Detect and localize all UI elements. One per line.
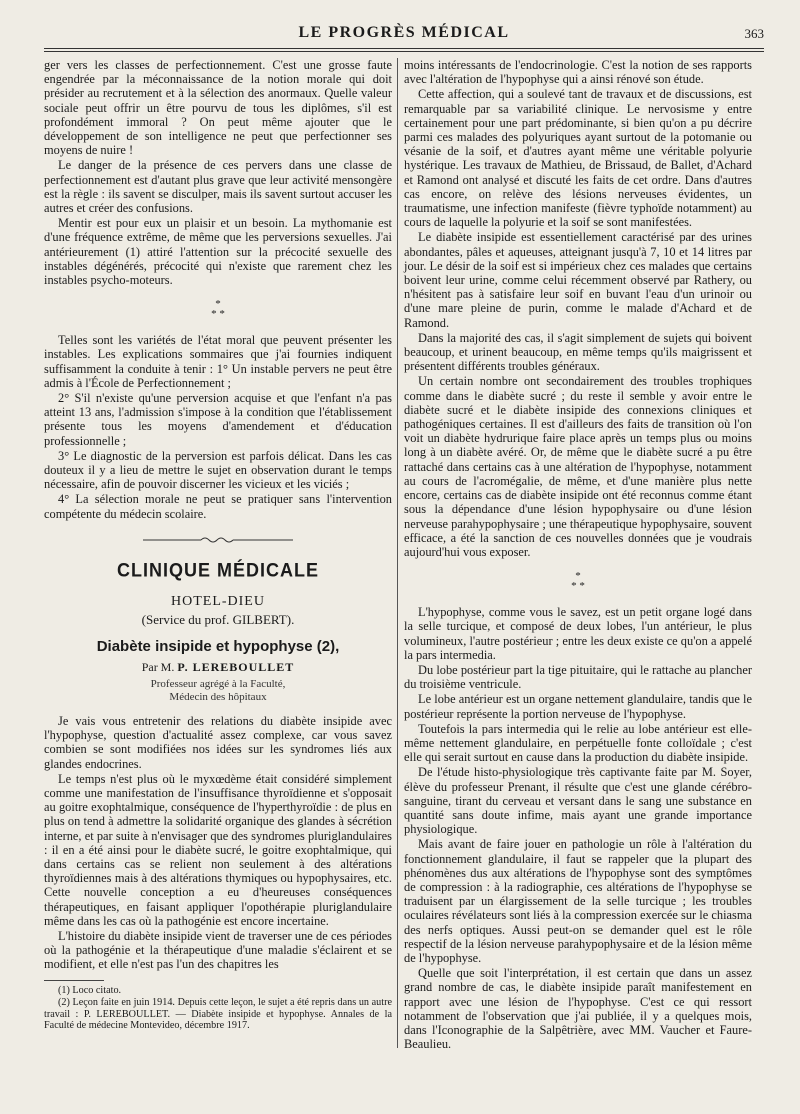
paragraph: Je vais vous entretenir des relations du diabète insipide avec l'hypophyse, question d'actualité assez complexe, car vous savez combien se sont modifiées nos idées sur les syndromes liés aux glandes endocrines. [44, 713, 392, 771]
header-rule [44, 48, 764, 49]
column-divider [397, 58, 398, 1048]
footnote: (2) Leçon faite en juin 1914. Depuis cette leçon, le sujet a été repris dans un autre travail : P. LEREBOULLET. — Diabète insipide et hypophyse. Annales de la Faculté de médecine Montevideo, décembre 1917. [44, 997, 392, 1032]
decorative-divider [143, 535, 293, 545]
paragraph: Un certain nombre ont secondairement des troubles trophiques comme dans le diabète sucré ; du reste il semble y avoir entre le diabète sucré et le diabète insipide des connexions cliniques et pathogéniques certaines. Il est d'ailleurs des faits de transition où l'on voit un diabète hydrurique faire place après un temps plus ou moins long à un diabète avéré. Or, de même que le diabète sucré a pu être rattaché dans certains cas à une altération de l'hypophyse, notamment au cours de l'acromégalie, de même, et d'une manière plus nette encore, certains cas de diabète insipide ont été reconnus comme étant sous la dépendance d'une lésion hypophysaire ou d'une lésion nerveuse parahypophysaire ; une thérapeutique hypophysaire, souvent efficace, a été la sanction de ces nouvelles données que je voudrais aujourd'hui vous exposer. [404, 374, 752, 559]
paragraph: Dans la majorité des cas, il s'agit simplement de sujets qui boivent beaucoup, et urinent beaucoup, en même temps qu'ils maigrissent et présentent différents troubles généraux. [404, 330, 752, 374]
paragraph: ger vers les classes de perfectionnement. C'est une grosse faute engendrée par la méconnaissance de la notion morale qui doit présider au recrutement et à la sélection des anormaux. Quelle valeur sociale peut offrir un être pourvu de tous les diplômes, s'il est profondément immoral ? On peut même ajouter que le développement de son intelligence ne peut que perfectionner ses moyens de nuire ! [44, 58, 392, 158]
paragraph: 3° Le diagnostic de la perversion est parfois délicat. Dans les cas douteux il y a lieu de mettre le sujet en observation durant le temps nécessaire, afin de pouvoir discerner les vicieux et les viciés ; [44, 448, 392, 492]
paragraph: L'histoire du diabète insipide vient de traverser une de ces périodes où la pathogénie et la thérapeutique d'une maladie s'éclairent et se modifient, et elle n'est pas l'un des chapitres les [44, 928, 392, 972]
paragraph: L'hypophyse, comme vous le savez, est un petit organe logé dans la selle turcique, et composé de deux lobes, l'un antérieur, le plus volumineux, l'autre postérieur ; entre les deux existe ce qu'on a appelé la pars intermedia. [404, 605, 752, 662]
header-rule-double [44, 51, 764, 52]
paragraph: 2° S'il n'existe qu'une perversion acquise et que l'enfant n'a pas atteint 13 ans, l'admission s'impose à la condition que l'établissement présente tous les moyens d'amendement et d'éducation professionnelle ; [44, 391, 392, 448]
section-title: CLINIQUE MÉDICALE [116, 558, 319, 581]
left-column [44, 58, 392, 1033]
footnote: (1) Loco citato. [58, 984, 122, 996]
hospital-name: HOTEL-DIEU [171, 594, 265, 610]
paragraph: Quelle que soit l'interprétation, il est certain que dans un assez grand nombre de cas, le diabète insipide paraît manifestement en rapport avec une lésion de l'hypophyse. C'est ce qui ressort notamment de l'observation que j'ai publiée, il y a quelques mois, dans l'Iconographie de la Salpêtrière, avec MM. Vaucher et Faure-Beaulieu. [404, 966, 752, 1052]
article-title: Diabète insipide et hypophyse (2), [96, 637, 340, 655]
byline [44, 660, 392, 674]
star-top: * [215, 298, 221, 311]
author-affiliation [44, 678, 392, 704]
byline-prefix: Par M. [141, 659, 175, 674]
paragraph: Mais avant de faire jouer en pathologie un rôle à l'altération du fonctionnement glandulaire, il faut se rappeler que la plupart des phénomènes dus aux altérations de l'hypophyse sont des symptômes de compression : à la radiographie, ces altérations de l'hypophyse se traduisent par un élargissement de la selle turcique ; les troubles oculaires révélateurs sont liés à la compression exercée sur le chiasma des nerfs optiques. Aussi peut-on se demander quel est le rôle respectif de la lésion nerveuse parahypophysaire et de la lésion même de l'hypophyse. [404, 837, 752, 965]
paragraph: Toutefois la pars intermedia qui le relie au lobe antérieur est elle-même nettement glandulaire, en perpétuelle fonte colloïdale ; c'est elle qui serait surtout en cause dans la production du diabète insipide. [404, 721, 752, 765]
section-separator-stars [44, 299, 392, 319]
paragraph: Le diabète insipide est essentiellement caractérisé par des urines abondantes, pâles et aqueuses, atteignant jusqu'à 7, 10 et 14 litres par jour. Le désir de la soif est si impérieux chez ces malades que certains boivent leur urine, comme celui récemment observé par Rathery, ou n'hésitent pas à satisfaire leur soif en buvant l'eau d'un urinoir ou d'une mare pleine de purin, comme le malade d'Achard et de Ramond. [404, 230, 752, 330]
section-separator-stars [404, 571, 752, 591]
affiliation-line: Professeur agrégé à la Faculté, [150, 677, 286, 690]
paragraph: De l'étude histo-physiologique très captivante faite par M. Soyer, élève du professeur Prenant, il résulte que c'est une glande cérébro-sanguine, tirant du cerveau et versant dans le sang une substance en quantité sans doute infime, mais ayant une grande importance physiologique. [404, 765, 752, 837]
journal-title: LE PROGRÈS MÉDICAL [298, 24, 510, 41]
paragraph: Du lobe postérieur part la tige pituitaire, qui le rattache au plancher du troisième ventricule. [404, 662, 752, 692]
star-top: * [575, 570, 581, 583]
paragraph: Cette affection, qui a soulevé tant de travaux et de discussions, est remarquable par sa variabilité clinique. Le nervosisme y entre certainement pour une part prédominante, si bien qu'on a pu décrire parmi ces malades des polyuriques ayant surtout de la potomanie ou vésanie de la soif, et d'autres ayant même une véritable polyurie hystérique. Les travaux de Mathieu, de Brissaud, de Ballet, d'Achard et Ramond ont analysé et discuté les faits de cet ordre. Dans d'autres cas encore, on relève des lésions nerveuses évidentes, un traumatisme, une infection manifeste (fièvre typhoïde notamment) au cours de laquelle la polyurie et la soif se sont manifestées. [404, 87, 752, 230]
paragraph: Mentir est pour eux un plaisir et un besoin. La mythomanie est d'une fréquence extrême, de même que les perversions sexuelles. J'ai antérieurement (1) attiré l'attention sur la précocité sexuelle des instables dégénérés, précocité qui n'existe que rarement chez les instables psycho-moteurs. [44, 216, 392, 288]
page-number: 363 [744, 26, 764, 41]
star-bottom: * * [571, 580, 585, 593]
star-bottom: * * [211, 308, 225, 321]
page-header [44, 22, 764, 48]
paragraph: 4° La sélection morale ne peut se pratiquer sans l'intervention compétente du médecin scolaire. [44, 492, 392, 521]
affiliation-line: Médecin des hôpitaux [169, 690, 267, 703]
paragraph: Le lobe antérieur est un organe nettement glandulaire, tandis que le postérieur représente la portion nerveuse de l'hypophyse. [404, 692, 752, 721]
paragraph: Le danger de la présence de ces pervers dans une classe de perfectionnement est d'autant plus grave que leur activité mensongère est la règle : ils savent se disculper, mais ils savent surtout accuser les autres et créer des confusions. [44, 158, 392, 216]
right-column [404, 58, 752, 1052]
service-name: (Service du prof. GILBERT). [141, 612, 295, 628]
paragraph: Telles sont les variétés de l'état moral que peuvent présenter les instables. Les explications sommaires que j'ai fournies indiquent suffisamment la conduite à tenir : 1° Un instable pervers ne peut être admis à l'École de Perfectionnement ; [44, 333, 392, 390]
footnote-rule [44, 980, 104, 981]
author-name: P. LEREBOULLET [177, 659, 295, 674]
paragraph: moins intéressants de l'endocrinologie. C'est la notion de ses rapports avec l'altération de l'hypophyse qui a ainsi rénové son étude. [404, 58, 752, 87]
paragraph: Le temps n'est plus où le myxœdème était considéré simplement comme une manifestation de l'insuffisance thyroïdienne et s'opposait au goitre exophtalmique, conséquence de l'hyperthyroïdie : de plus en plus on tend à admettre la solidarité organique des glandes à sécrétion interne, et par suite à n'envisager que des syndromes pluriglandulaires : il en a été ainsi pour le diabète sucré, le goitre exophtalmique, qui dans certains cas se relient non seulement à des altérations thyroïdiennes mais à des altérations thymiques ou hypophysaires, etc. Cette nouvelle conception a eu d'heureuses conséquences thérapeutiques, en faisant appliquer l'opothérapie pluriglandulaire même dans les cas où la pathogénie est encore incertaine. [44, 771, 392, 928]
